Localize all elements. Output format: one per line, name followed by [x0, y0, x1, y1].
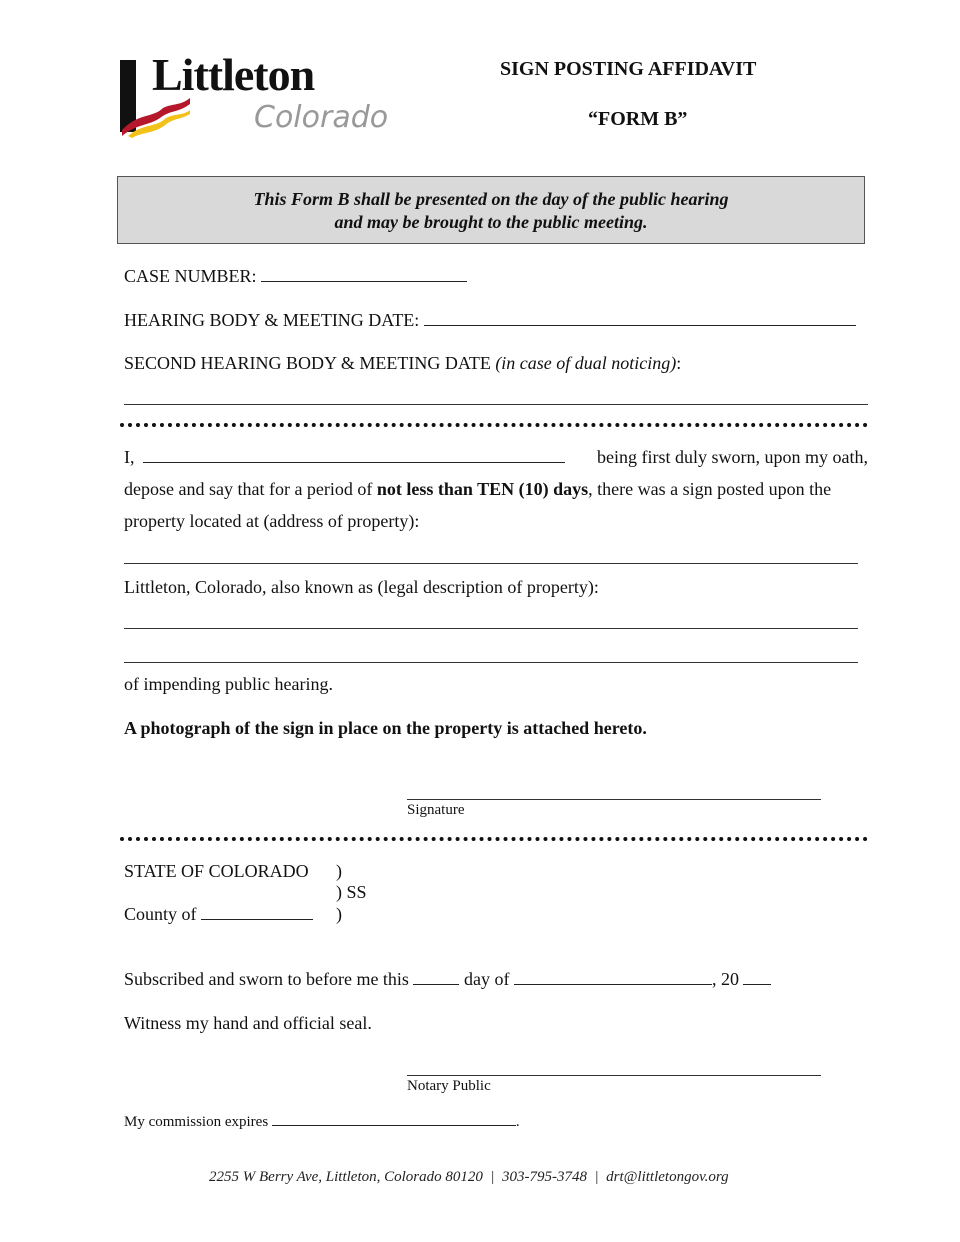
dotted-divider-2 — [120, 837, 868, 841]
hearing-body-row — [124, 309, 856, 331]
second-hearing-field[interactable] — [124, 404, 868, 405]
notice-line-1: This Form B shall be presented on the day of the public hearing — [253, 189, 729, 209]
hearing-body-field[interactable] — [424, 309, 856, 326]
impending-text: of impending public hearing. — [124, 674, 333, 694]
signature-label: Signature — [407, 802, 465, 818]
depose-bold: not less than TEN (10) days — [376, 479, 589, 499]
legal-field-1[interactable] — [124, 628, 858, 629]
footer-separator: | — [594, 1169, 599, 1185]
notice-line-2: and may be brought to the public meeting. — [334, 212, 648, 232]
ss-label: ) SS — [336, 882, 367, 902]
month-field[interactable] — [514, 968, 712, 985]
colon: : — [676, 353, 682, 373]
footer-phone: 303-795-3748 — [502, 1169, 587, 1185]
footer-separator: | — [490, 1169, 495, 1185]
county-label: County of — [124, 904, 197, 924]
signature-field[interactable] — [407, 799, 821, 800]
footer-email[interactable]: drt@littletongov.org — [606, 1169, 729, 1185]
form-title: SIGN POSTING AFFIDAVIT — [500, 58, 757, 80]
subscribed-row — [124, 968, 771, 990]
paren-open: ) — [336, 861, 342, 881]
day-of-text: day of — [463, 969, 510, 989]
state-label: STATE OF COLORADO — [124, 861, 309, 881]
county-row — [124, 903, 313, 925]
affiant-name-field[interactable] — [143, 446, 565, 463]
depose-row — [124, 478, 831, 500]
depose-text-2: , there was a sign posted upon the — [588, 479, 832, 499]
year-field[interactable] — [743, 968, 771, 985]
photo-statement: A photograph of the sign in place on the property is attached hereto. — [124, 718, 647, 738]
i-label: I, — [124, 447, 135, 467]
case-number-label: CASE NUMBER: — [124, 266, 257, 286]
second-hearing-note: (in case of dual noticing) — [495, 353, 677, 373]
county-field[interactable] — [201, 903, 313, 920]
affiant-row — [124, 446, 868, 468]
commission-label: My commission expires — [124, 1114, 269, 1130]
logo-subtitle: Colorado — [254, 100, 389, 135]
case-number-field[interactable] — [261, 265, 467, 282]
hearing-body-label: HEARING BODY & MEETING DATE: — [124, 310, 420, 330]
paren-close: ) — [336, 904, 342, 924]
subscribed-text: Subscribed and sworn to before me this — [124, 969, 409, 989]
second-hearing-label: SECOND HEARING BODY & MEETING DATE — [124, 353, 491, 373]
second-hearing-row — [124, 352, 681, 374]
dotted-divider — [120, 423, 868, 427]
logo-wordmark: Littleton — [152, 49, 315, 100]
depose-text: depose and say that for a period of — [124, 479, 373, 499]
legal-label: Littleton, Colorado, also known as (legal description of property): — [124, 577, 599, 597]
day-field[interactable] — [413, 968, 459, 985]
form-subtitle: “FORM B” — [588, 108, 688, 130]
address-field[interactable] — [124, 563, 858, 564]
property-label: property located at (address of property): — [124, 511, 420, 531]
commission-row — [124, 1111, 520, 1133]
sworn-text: being first duly sworn, upon my oath, — [597, 447, 868, 467]
notary-label: Notary Public — [407, 1078, 491, 1094]
period: . — [515, 1114, 520, 1130]
case-number-row — [124, 265, 467, 287]
notice-box — [117, 176, 865, 244]
witness-text: Witness my hand and official seal. — [124, 1013, 372, 1033]
footer-address: 2255 W Berry Ave, Littleton, Colorado 80120 — [209, 1169, 483, 1185]
footer — [209, 1166, 729, 1188]
commission-field[interactable] — [272, 1112, 516, 1126]
legal-field-2[interactable] — [124, 662, 858, 663]
year-prefix: , 20 — [711, 969, 739, 989]
